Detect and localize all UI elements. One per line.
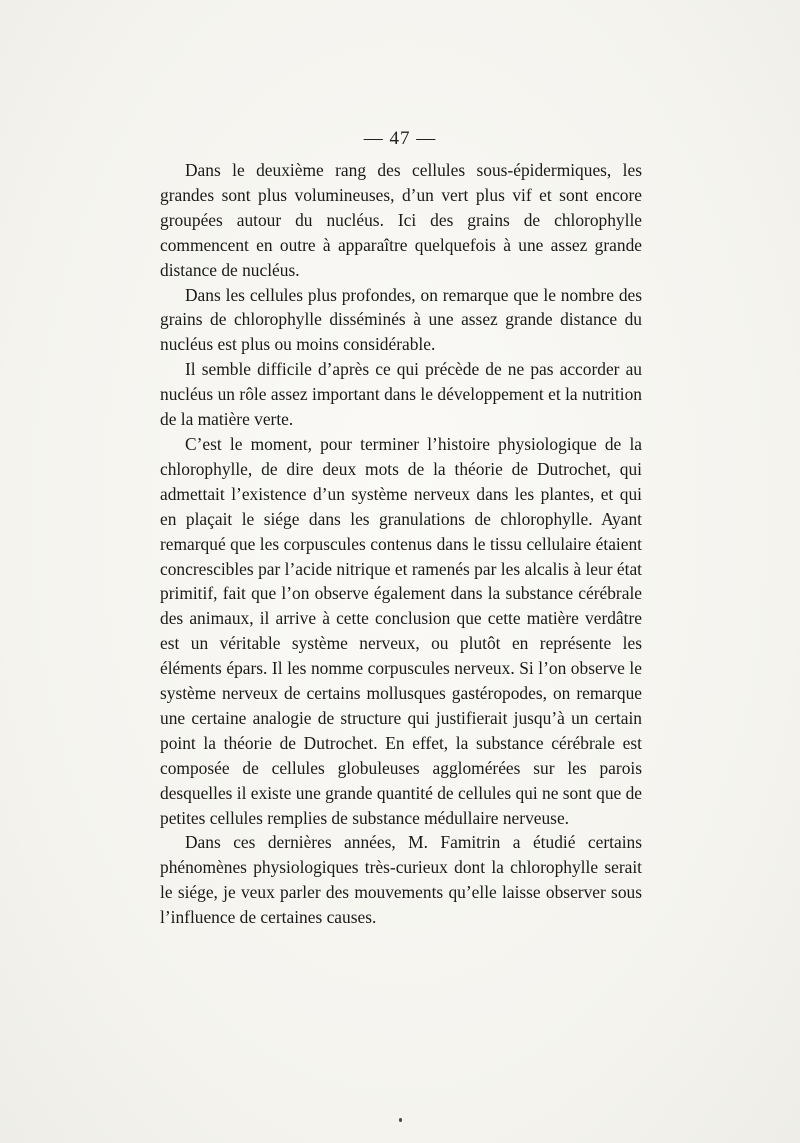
body-text [160,158,642,930]
page-number: — 47 — [363,128,437,149]
paragraph-2: Dans les cellules plus profondes, on remarque que le nombre des grains de chlorophylle disséminés à une assez grande distance du nucléus est plus ou moins considérable. [160,284,642,355]
paragraph-5: Dans ces dernières années, M. Famitrin a étudié certains phénomènes physiologiques très-curieux dont la chlorophylle serait le siége, je veux parler des mouvements qu’elle laisse observer sous l’influence de certaines causes. [160,832,642,928]
paragraph-1: Dans le deuxième rang des cellules sous-épidermiques, les grandes sont plus volumineuses, d’un vert plus vif et sont encore groupées autour du nucléus. Ici des grains de chlorophylle commencent en outre à apparaître quelquefois à une assez grande distance de nucléus. [160,160,642,280]
ink-speck [399,1118,402,1122]
paragraph-4: C’est le moment, pour terminer l’histoire physiologique de la chlorophylle, de dire deux mots de la théorie de Dutrochet, qui admettait l’existence d’un système nerveux dans les plantes, et qui en plaçait le siége dans les granulations de chlorophylle. Ayant remarqué que les corpuscules contenus dans le tissu cellulaire étaient concrescibles par l’acide nitrique et ramenés par les alcalis à leur état primitif, fait que l’on observe également dans la substance cérébrale des animaux, il arrive à cette conclusion que cette matière verdâtre est un véritable système nerveux, ou plutôt en représente les éléments épars. Il les nomme corpuscules nerveux. Si l’on observe le système nerveux de certains mollusques gastéropodes, on remarque une certaine analogie de structure qui justifierait jusqu’à un certain point la théorie de Dutrochet. En effet, la substance cérébrale est composée de cellules globuleuses agglomérées sur les parois desquelles il existe une grande quantité de cellules qui ne sont que de petites cellules remplies de substance médullaire nerveuse. [160,433,642,828]
paragraph-3: Il semble difficile d’après ce qui précède de ne pas accorder au nucléus un rôle assez important dans le développement et la nutrition de la matière verte. [160,359,642,430]
